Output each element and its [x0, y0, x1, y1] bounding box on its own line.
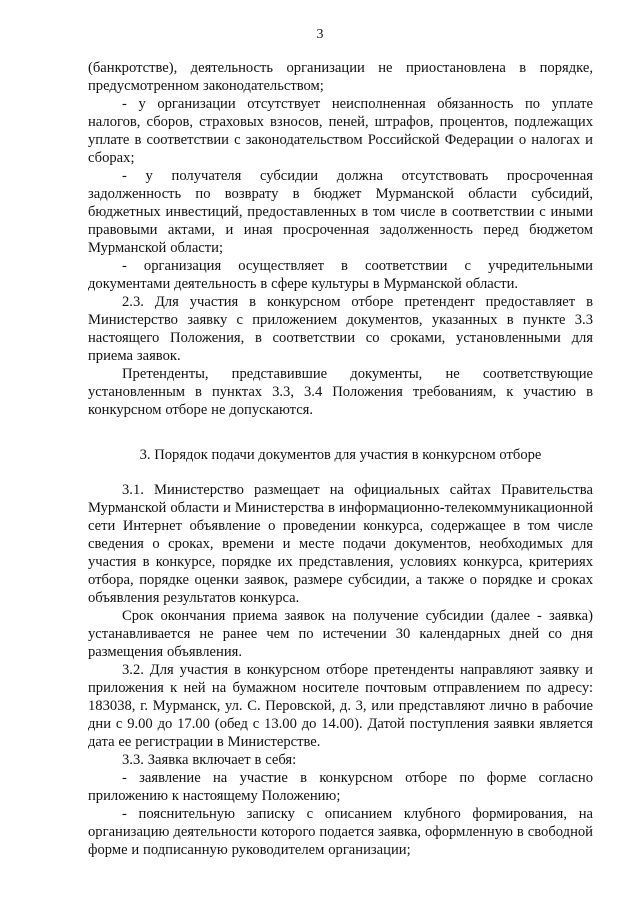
paragraph-clause-3-2: 3.2. Для участия в конкурсном отборе претенденты направляют заявку и приложения к ней на бумажном носителе почтовым отправлением по адресу: 183038, г. Мурманск, ул. С. Перовской, д. 3, или представляют лично в рабочие дни с 9.00 до 17.00 (обед с 13.00 до 14.00). Датой поступления заявки является дата ее регистрации в Министерстве.	[88, 662, 593, 750]
list-item-bullet: - пояснительную записку с описанием клубного формирования, на организацию деятельности которого подается заявка, оформленную в свободной форме и подписанную руководителем организации;	[88, 806, 593, 858]
section-3	[88, 481, 593, 859]
paragraph: Срок окончания приема заявок на получение субсидии (далее - заявка) устанавливается не ранее чем по истечении 30 календарных дней со дня размещения объявления.	[88, 608, 593, 660]
paragraph: Претенденты, представившие документы, не соответствующие установленным в пунктах 3.3, 3.4 Положения требованиям, к участию в конкурсном отборе не допускаются.	[88, 366, 593, 418]
section-2-continuation	[88, 59, 593, 419]
paragraph-clause-3-1: 3.1. Министерство размещает на официальных сайтах Правительства Мурманской области и Министерства в информационно-телекоммуникационной сети Интернет объявление о проведении конкурса, содержащее в том числе сведения о сроках, времени и месте подачи документов, необходимых для участия в конкурсе, порядке их представления, условиях конкурса, критериях отбора, порядке оценки заявок, размере субсидии, а также о порядке и сроках объявления результатов конкурса.	[88, 482, 593, 606]
list-item-bullet: - у организации отсутствует неисполненная обязанность по уплате налогов, сборов, страховых взносов, пеней, штрафов, процентов, подлежащих уплате в соответствии с законодательством Российской Федерации о налогах и сборах;	[88, 96, 593, 166]
list-item-bullet: - заявление на участие в конкурсном отборе по форме согласно приложению к настоящему Положению;	[88, 770, 593, 804]
paragraph: (банкротстве), деятельность организации не приостановлена в порядке, предусмотренном законодательством;	[88, 60, 593, 94]
list-item-bullet: - организация осуществляет в соответствии с учредительными документами деятельность в сфере культуры в Мурманской области.	[88, 258, 593, 292]
paragraph-clause-2-3: 2.3. Для участия в конкурсном отборе претендент предоставляет в Министерство заявку с приложением документов, указанных в пункте 3.3 настоящего Положения, в соответствии со сроками, установленными для приема заявок.	[88, 294, 593, 364]
document-body	[88, 59, 593, 859]
paragraph-clause-3-3: 3.3. Заявка включает в себя:	[122, 752, 297, 768]
section-heading: 3. Порядок подачи документов для участия в конкурсном отборе	[139, 447, 542, 463]
list-item-bullet: - у получателя субсидии должна отсутствовать просроченная задолженность по возврату в бюджет Мурманской области субсидий, бюджетных инвестиций, предоставленных в том числе в соответствии с иными правовыми актами, и иная просроченная задолженность перед бюджетом Мурманской области;	[88, 168, 593, 256]
page-number: 3	[316, 27, 324, 42]
